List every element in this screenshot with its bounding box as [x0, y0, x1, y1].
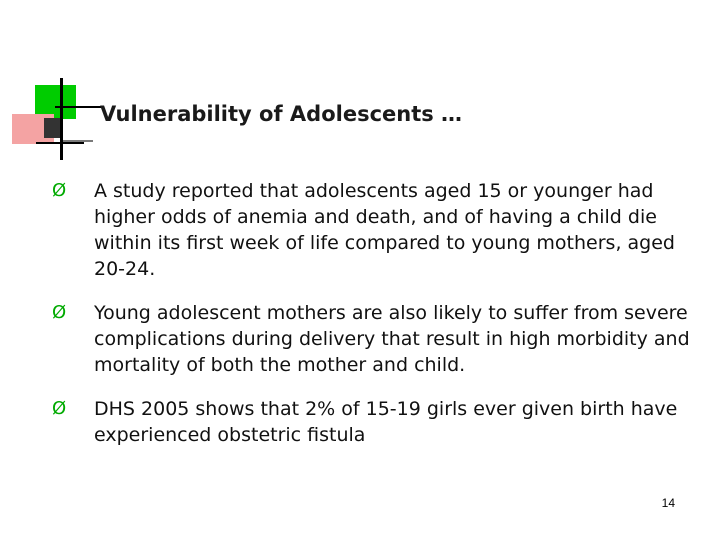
ornament-horizontal-line — [36, 142, 84, 144]
bullet-text: A study reported that adolescents aged 15 or younger had higher odds of anemia and death, and of having a child die within its first week of life compared to young mothers, aged 20-24. — [94, 180, 675, 280]
page-number: 14 — [661, 496, 675, 510]
bullet-item — [50, 396, 690, 448]
ornament-gray-line — [63, 140, 93, 142]
bullet-list — [50, 178, 690, 466]
bullet-text: DHS 2005 shows that 2% of 15-19 girls ever given birth have experienced obstetric fistula — [94, 398, 678, 446]
arrow-bullet-icon: Ø — [52, 398, 67, 419]
arrow-bullet-icon: Ø — [52, 302, 67, 323]
arrow-bullet-icon: Ø — [52, 180, 67, 201]
bullet-item — [50, 178, 690, 282]
slide-title: Vulnerability of Adolescents … — [100, 102, 463, 126]
ornament-vertical-line — [60, 78, 63, 160]
bullet-item — [50, 300, 690, 378]
ornament-horizontal-line — [55, 106, 101, 108]
title-ornament-decoration — [0, 0, 110, 170]
bullet-text: Young adolescent mothers are also likely to suffer from severe complications during delivery that result in high morbidity and mortality of both the mother and child. — [94, 302, 690, 376]
